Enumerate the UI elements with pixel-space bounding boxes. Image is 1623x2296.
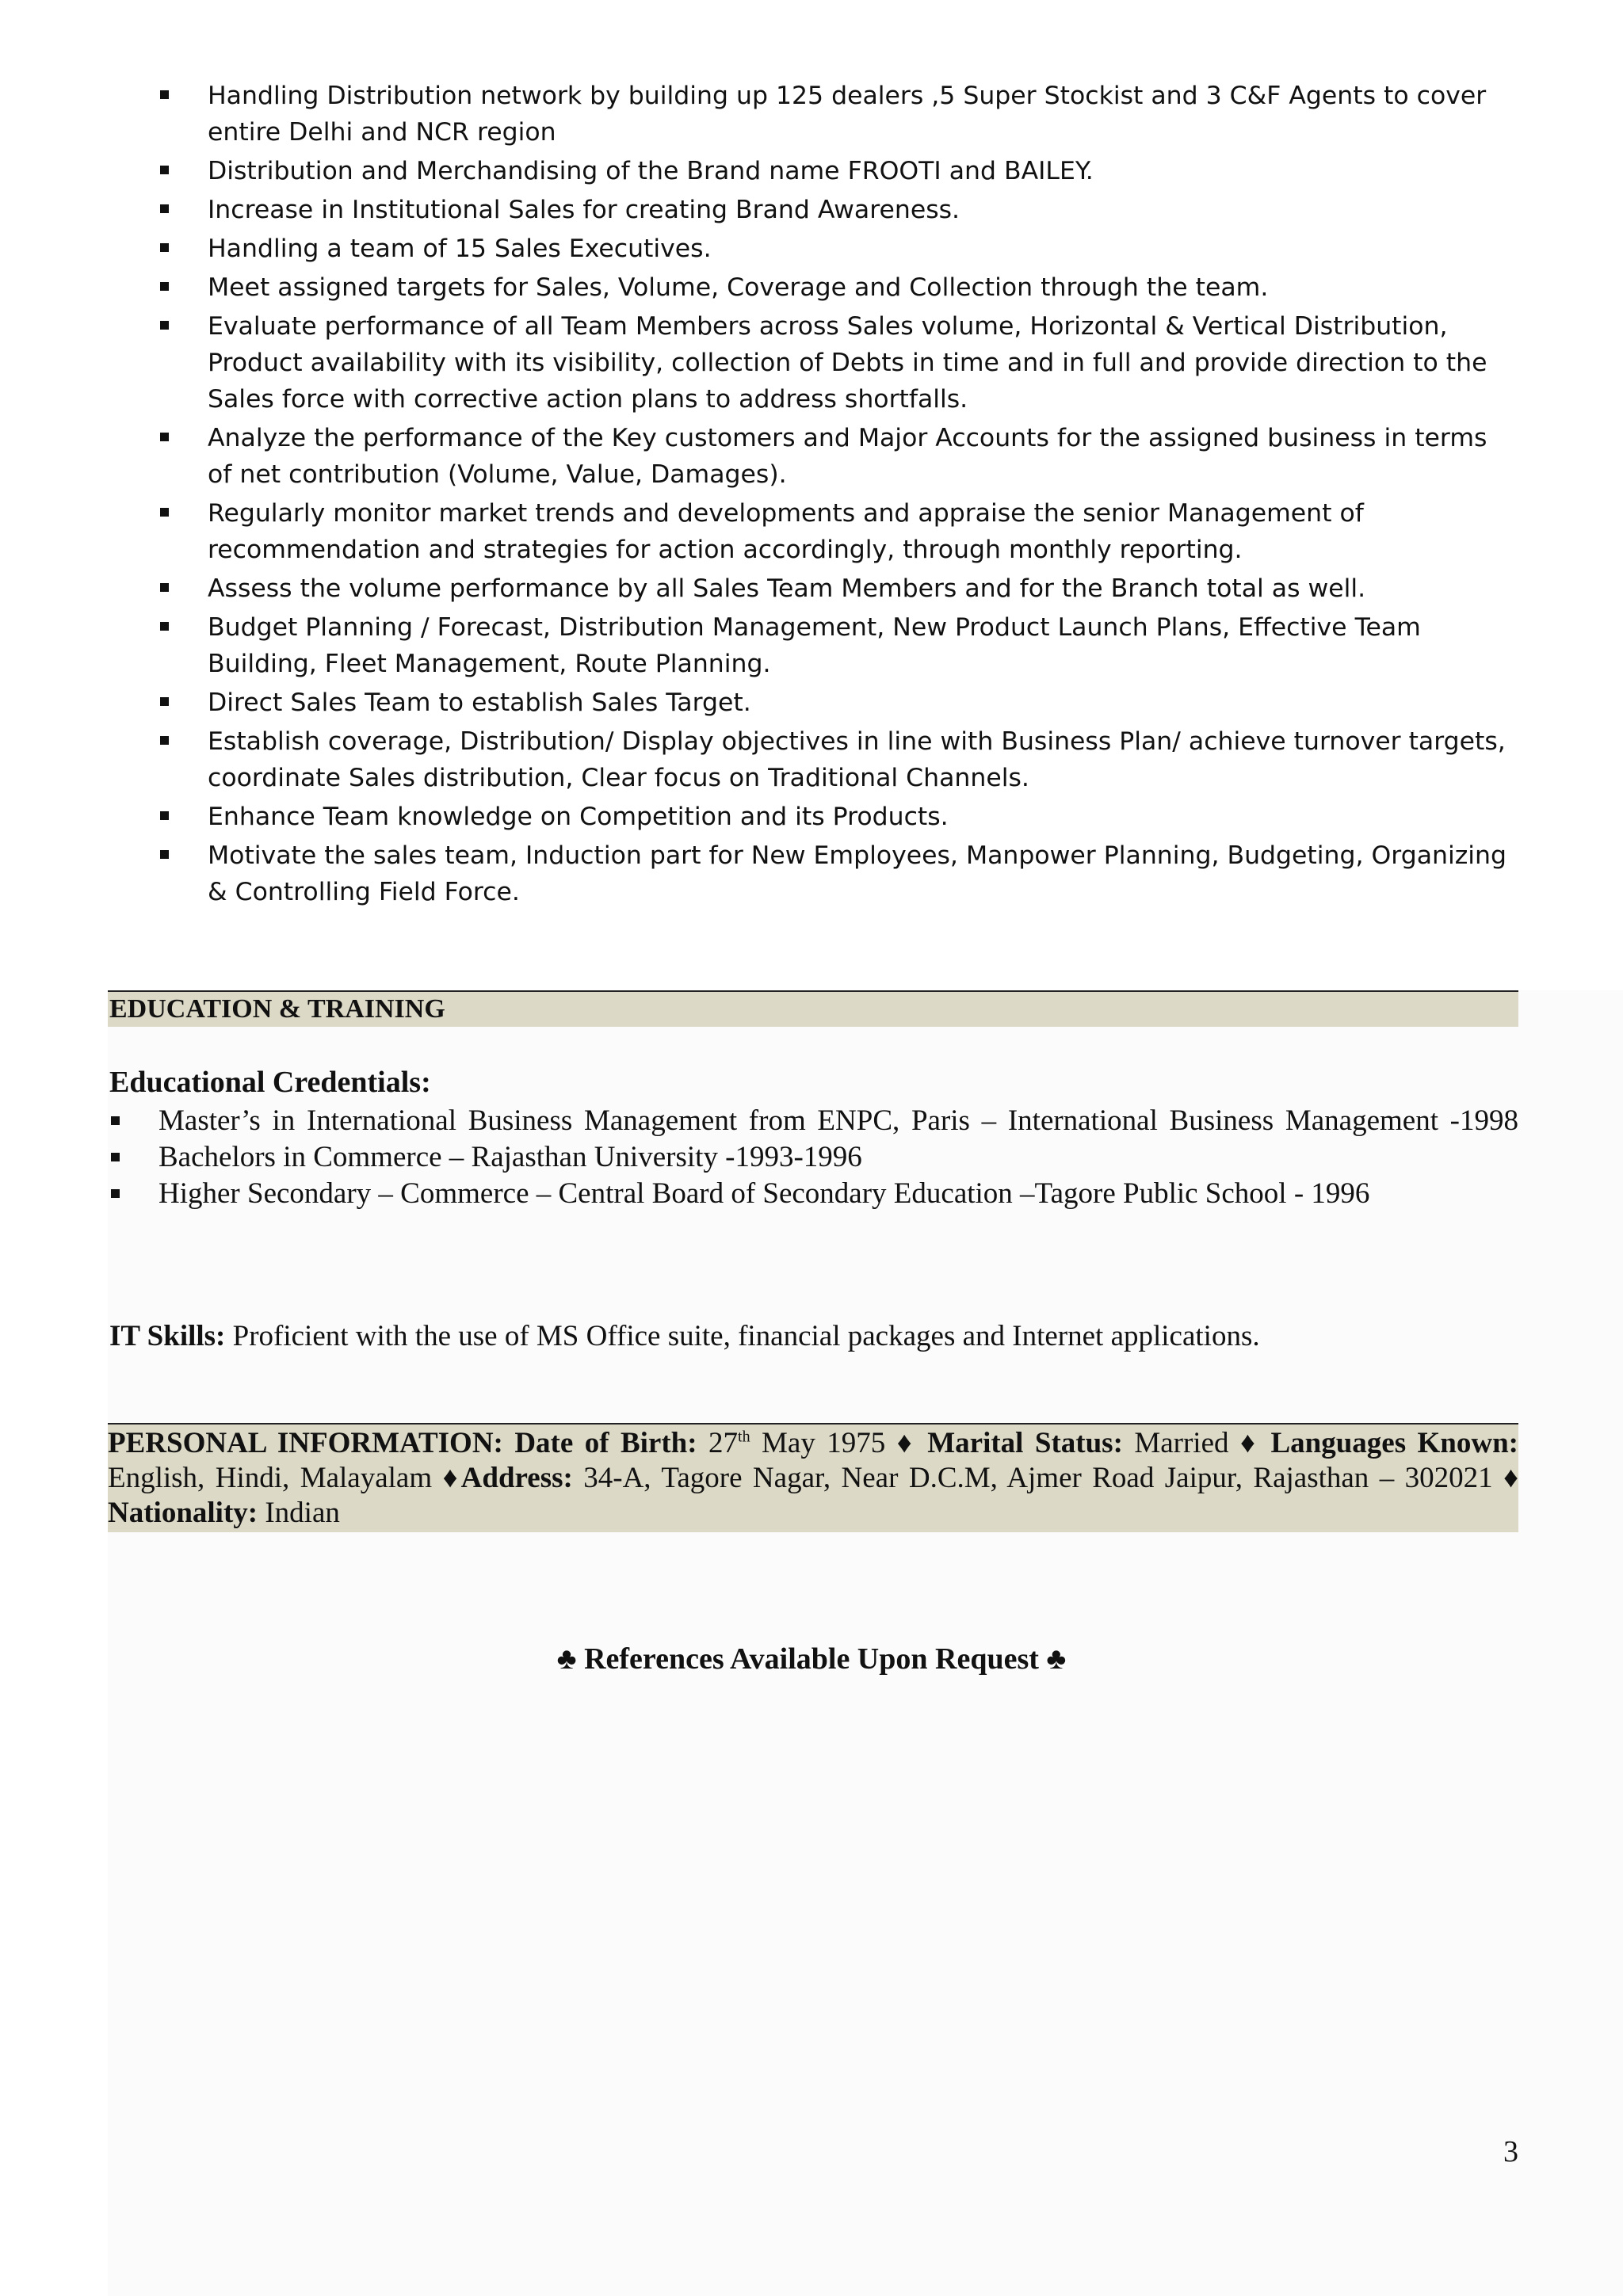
list-item: Establish coverage, Distribution/ Display objectives in line with Business Plan/ achieve turnover targets, coordinate Sales distribution, Clear focus on Traditional Channels. [108,723,1518,796]
square-bullet-icon [160,243,169,252]
diamond-icon: ♦ [1239,1427,1259,1459]
personal-section-label: PERSONAL INFORMATION: [108,1427,503,1459]
dob-suffix: th [738,1428,750,1446]
dob-day: 27 [708,1427,739,1459]
list-item: Handling Distribution network by building up 125 dealers ,5 Super Stockist and 3 C&F Agents to cover entire Delhi and NCR region [108,78,1518,151]
list-item: Master’s in International Business Management from ENPC, Paris – International Business Management -1998 [108,1103,1518,1139]
nationality-value: Indian [258,1497,340,1529]
square-bullet-icon [160,811,169,820]
square-bullet-icon [160,282,169,291]
square-bullet-icon [160,736,169,745]
list-item: Regularly monitor market trends and developments and appraise the senior Management of recommendation and strategies for action accordingly, through monthly reporting. [108,495,1518,568]
square-bullet-icon [111,1189,120,1198]
page-number: 3 [1503,2135,1518,2168]
languages-label: Languages Known: [1270,1427,1519,1459]
list-item: Evaluate performance of all Team Members across Sales volume, Horizontal & Vertical Distribution, Product availability with its visibility, collection of Debts in time and in full and provide direction to the Sales force with corrective action plans to address shortfalls. [108,308,1518,418]
education-section-header [108,990,1518,1027]
square-bullet-icon [160,508,169,517]
it-skills [109,1318,1520,1355]
square-bullet-icon [160,850,169,859]
address-label: Address: [460,1462,573,1494]
dob-rest: May 1975 [750,1427,897,1459]
languages-value: English, Hindi, Malayalam [108,1462,443,1494]
list-item: Handling a team of 15 Sales Executives. [108,231,1518,267]
list-item: Budget Planning / Forecast, Distribution Management, New Product Launch Plans, Effective Team Building, Fleet Management, Route Planning. [108,609,1518,682]
list-item: Enhance Team knowledge on Competition and its Products. [108,799,1518,835]
list-item: Meet assigned targets for Sales, Volume, Coverage and Collection through the team. [108,269,1518,306]
references-note: ♣ References Available Upon Request ♣ [556,1642,1067,1676]
list-item: Motivate the sales team, Induction part for New Employees, Manpower Planning, Budgeting, Organizing & Controlling Field Force. [108,837,1518,910]
address-value: 34-A, Tagore Nagar, Near D.C.M, Ajmer Road Jaipur, Rajasthan – 302021 [572,1462,1493,1494]
square-bullet-icon [160,583,169,592]
square-bullet-icon [160,622,169,631]
list-item: Analyze the performance of the Key customers and Major Accounts for the assigned business in terms of net contribution (Volume, Value, Damages). [108,420,1518,493]
list-item: Distribution and Merchandising of the Brand name FROOTI and BAILEY. [108,153,1518,189]
nationality-label: Nationality: [108,1497,258,1529]
responsibilities-list [108,78,1518,913]
it-skills-label: IT Skills: [109,1320,226,1352]
square-bullet-icon [160,90,169,99]
square-bullet-icon [160,697,169,706]
list-item: Increase in Institutional Sales for creating Brand Awareness. [108,192,1518,228]
square-bullet-icon [160,166,169,174]
list-item: Assess the volume performance by all Sales Team Members and for the Branch total as well. [108,570,1518,607]
square-bullet-icon [111,1153,120,1161]
square-bullet-icon [160,433,169,441]
diamond-icon: ♦ [1503,1462,1518,1494]
credentials-heading: Educational Credentials: [109,1066,431,1099]
credentials-list [108,1103,1518,1212]
personal-information [108,1423,1518,1532]
marital-label: Marital Status: [927,1427,1123,1459]
list-item: Higher Secondary – Commerce – Central Board of Secondary Education –Tagore Public School - 1996 [108,1176,1518,1212]
marital-value: Married [1122,1427,1240,1459]
it-skills-text: Proficient with the use of MS Office suite, financial packages and Internet applications. [225,1320,1260,1352]
dob-label: Date of Birth: [514,1427,697,1459]
square-bullet-icon [111,1116,120,1125]
section-title: EDUCATION & TRAINING [109,994,445,1024]
list-item: Bachelors in Commerce – Rajasthan University -1993-1996 [108,1139,1518,1176]
diamond-icon: ♦ [442,1462,461,1494]
square-bullet-icon [160,204,169,213]
square-bullet-icon [160,321,169,330]
list-item: Direct Sales Team to establish Sales Target. [108,685,1518,721]
diamond-icon: ♦ [896,1427,916,1459]
